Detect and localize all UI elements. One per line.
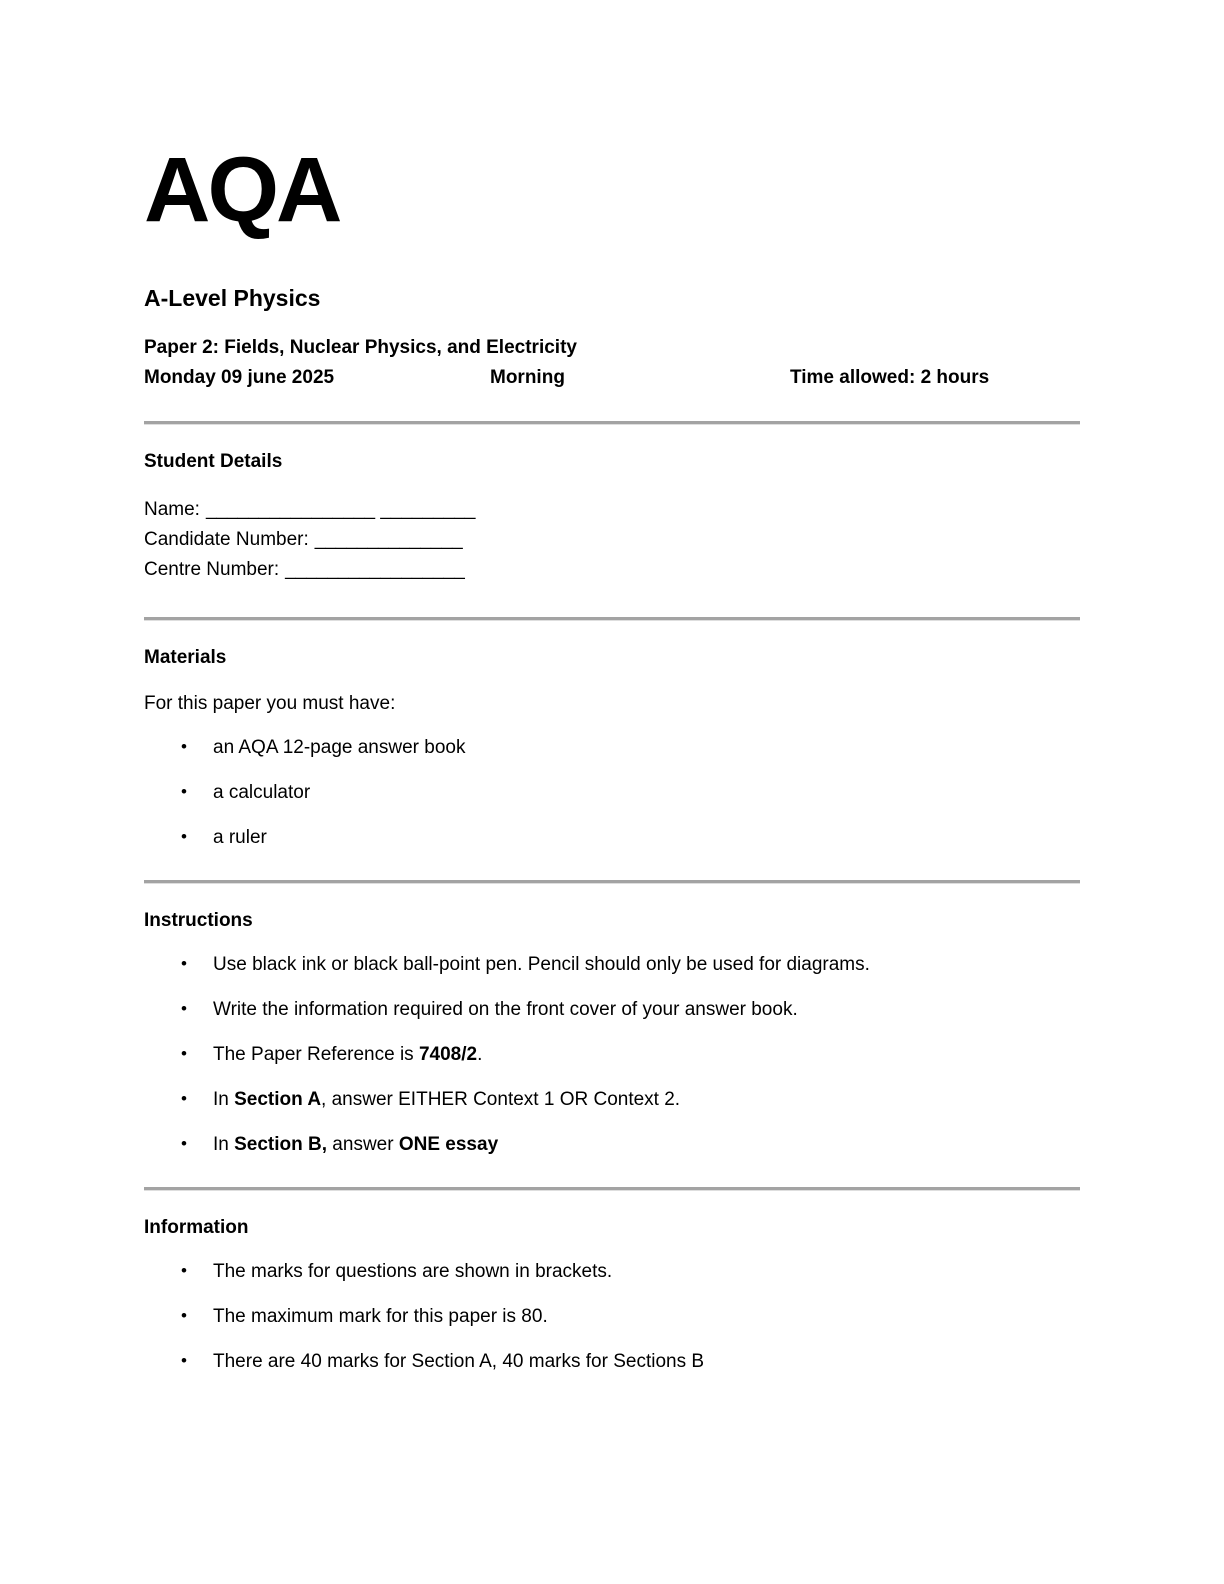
list-item [144,737,1080,759]
bullet-icon: • [181,1043,187,1063]
list-item [144,1044,1080,1066]
list-item-text: a ruler [213,826,267,848]
instructions-heading: Instructions [144,910,253,932]
bullet-icon: • [181,1133,187,1153]
list-item-text: In Section B, answer ONE essay [213,1133,499,1155]
materials-list [144,737,1080,849]
exam-session: Morning [490,367,565,389]
student-details-fields [144,495,1080,585]
section-divider [144,421,1080,425]
list-item-text: There are 40 marks for Section A, 40 marks for Sections B [213,1350,705,1372]
bullet-icon: • [181,781,187,801]
subject-title: A-Level Physics [144,284,321,311]
list-item-text: Use black ink or black ball-point pen. Pencil should only be used for diagrams. [213,954,870,976]
field-blank-line: ______________ [314,529,463,551]
list-item-text: an AQA 12-page answer book [213,736,466,758]
time-allowed: Time allowed: 2 hours [790,367,990,389]
bullet-icon: • [181,999,187,1019]
field-label: Centre Number: [144,559,280,581]
information-heading: Information [144,1217,249,1239]
list-item [144,1089,1080,1111]
paper-title: Paper 2: Fields, Nuclear Physics, and Electricity [144,336,577,358]
list-item-text: In Section A, answer EITHER Context 1 OR Context 2. [213,1088,681,1110]
list-item-text: The marks for questions are shown in brackets. [213,1261,613,1283]
student-details-heading: Student Details [144,451,283,473]
student-field-row [144,525,1080,555]
bullet-icon: • [181,826,187,846]
exam-date: Monday 09 june 2025 [144,367,335,389]
bullet-icon: • [181,1088,187,1108]
materials-heading: Materials [144,647,227,669]
list-item-text: Write the information required on the front cover of your answer book. [213,999,798,1021]
bullet-icon: • [181,1306,187,1326]
list-item [144,782,1080,804]
exam-session-row [144,367,1080,389]
field-blank-line: _________________ [285,559,465,581]
section-divider [144,1187,1080,1191]
list-item [144,1261,1080,1283]
instructions-list [144,954,1080,1155]
student-field-row [144,555,1080,585]
section-divider [144,617,1080,621]
bullet-icon: • [181,736,187,756]
field-label: Name: [144,499,200,521]
page-content [144,0,1080,1373]
student-field-row [144,495,1080,525]
bullet-icon: • [181,954,187,974]
information-list [144,1261,1080,1373]
list-item [144,1306,1080,1328]
aqa-logo: AQA [144,139,340,241]
list-item [144,1134,1080,1156]
bullet-icon: • [181,1261,187,1281]
section-divider [144,880,1080,884]
bullet-icon: • [181,1350,187,1370]
field-label: Candidate Number: [144,529,309,551]
list-item [144,999,1080,1021]
list-item-text: a calculator [213,781,311,803]
list-item [144,827,1080,849]
list-item-text: The Paper Reference is 7408/2. [213,1043,483,1065]
list-item [144,1351,1080,1373]
list-item [144,954,1080,976]
materials-intro: For this paper you must have: [144,692,396,714]
field-blank-line: ________________ _________ [205,499,476,521]
list-item-text: The maximum mark for this paper is 80. [213,1306,548,1328]
